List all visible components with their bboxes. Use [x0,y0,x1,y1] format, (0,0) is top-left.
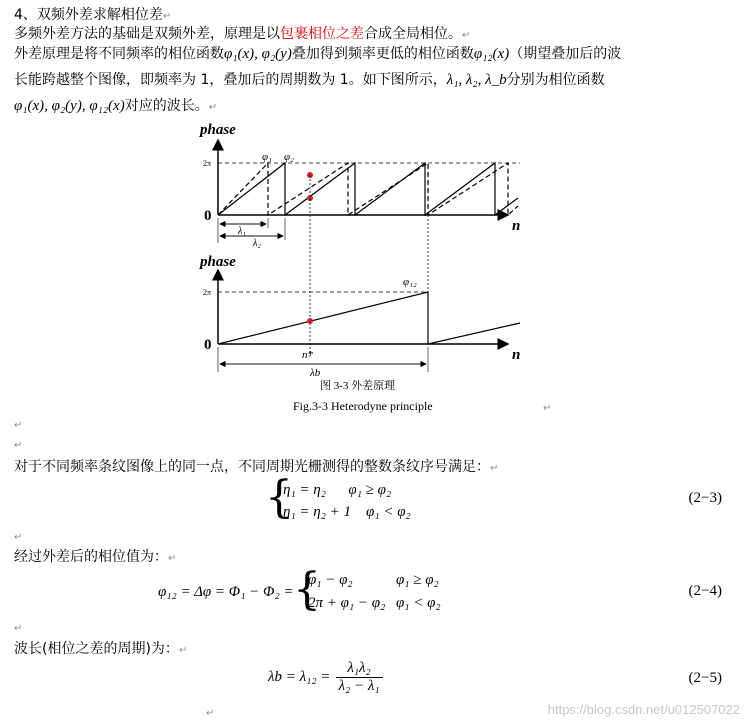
heterodyne-figure [190,118,550,418]
equation-number-2-3: (2−3) [688,490,722,506]
paragraph-mark: ↵ [543,403,552,414]
bottom-xlabel: n [512,347,521,363]
equation-2-5: λb = λ₁₂ = $\frac{\text{λ₁λ₂}}{\text{λ₂ − λ₁}}$ [268,660,383,695]
phi1-label: φ₁ [262,151,272,163]
section-heading: 4、双频外差求解相位差↵ [14,7,172,23]
phi12-label: φ₁₂ [403,276,417,288]
n-star-label: n* [302,349,313,361]
caption-en: Fig.3-3 Heterodyne principle [293,399,433,413]
red-point-bottom [307,318,313,324]
caption-cn: 图 3-3 外差原理 [320,380,396,392]
math-phi1-phi2: φ₁(x), φ₂(y) [224,46,292,62]
paragraph-mark: ↵ [206,708,215,719]
math-lambdas: λ₁, λ₂, λ_b [446,72,507,88]
para2-line: 长能跨越整个图像，即频率为 1，叠加后的周期数为 1。如下图所示，λ₁, λ₂, λ_b分别为相位函数 [14,72,605,88]
phi2-label: φ₂ [284,151,294,163]
math-phi12: φ₁₂(x) [473,46,510,62]
paragraph-mark: ↵ [14,440,23,451]
equation-2-4: φ₁₂ = Δφ = Φ₁ − Φ₂ = { φ₁ − φ₂ φ₁ ≥ φ₂ 2π + φ₁ − φ₂ φ₁ < φ₂ [158,564,441,615]
bottom-ylabel: phase [200,254,236,270]
lambda1-label: λ₁ [238,226,246,237]
equation-number-2-4: (2−4) [688,583,722,599]
highlight-text: 包裹相位之差 [280,26,364,42]
intro-line: 多频外差方法的基础是双频外差，原理是以包裹相位之差合成全局相位。↵ [14,26,471,42]
fringe-paragraph: 对于不同频率条纹图像上的同一点，不同周期光栅测得的整数条纹序号满足：↵ [14,459,499,475]
para3-line: φ₁(x), φ₂(y), φ₁₂(x)对应的波长。↵ [14,98,218,114]
top-zero: 0 [204,208,212,224]
bottom-two-pi: 2π [203,288,212,297]
lambda-b-label: λb [310,367,321,379]
para1-line: 外差原理是将不同频率的相位函数φ₁(x), φ₂(y)叠加得到频率更低的相位函数φ₁₂(x)（期望叠加后的波 [14,46,622,62]
top-xlabel: n [512,218,521,234]
math-phis-all: φ₁(x), φ₂(y), φ₁₂(x) [14,98,125,114]
wavelength-paragraph: 波长(相位之差的周期)为：↵ [14,641,188,657]
paragraph-mark: ↵ [14,420,23,431]
phase-paragraph: 经过外差后的相位值为：↵ [14,549,177,565]
paragraph-mark: ↵ [14,623,23,634]
lambda2-label: λ₂ [253,238,261,249]
equation-number-2-5: (2−5) [688,670,722,686]
top-two-pi: 2π [203,159,212,168]
top-ylabel: phase [200,122,236,138]
watermark: https://blog.csdn.net/u012507022 [547,702,740,717]
bottom-zero: 0 [204,337,212,353]
paragraph-mark: ↵ [14,532,23,543]
